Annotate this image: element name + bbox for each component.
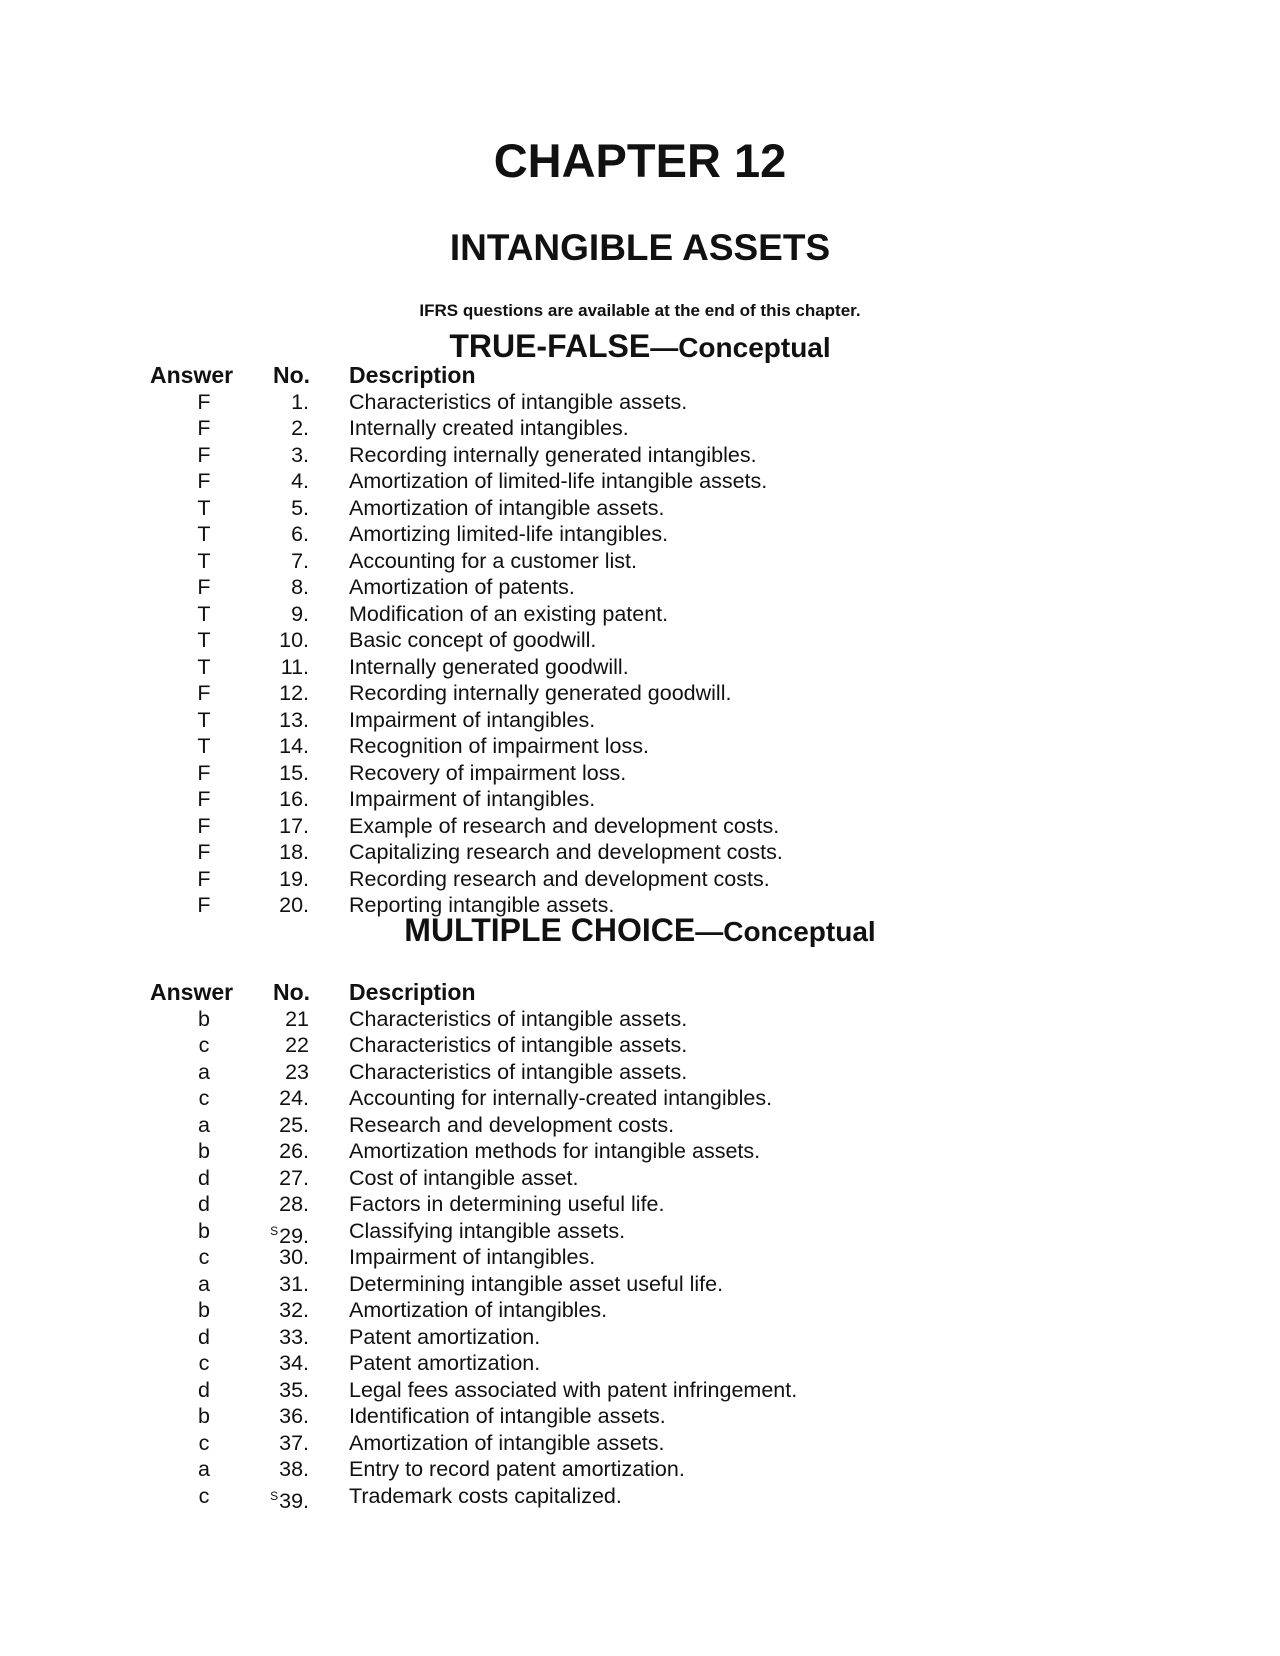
description-cell: Amortization of intangible assets. <box>349 495 665 520</box>
number-text: 13. <box>279 707 309 732</box>
description-cell: Characteristics of intangible assets. <box>349 1059 688 1084</box>
table-row <box>0 707 1280 734</box>
description-cell: Example of research and development costs. <box>349 813 780 838</box>
table-row <box>0 733 1280 760</box>
true-false-title-sub: —Conceptual <box>650 332 831 363</box>
number-text: 1. <box>291 389 309 414</box>
answer-cell: c <box>198 1430 210 1455</box>
answer-cell: F <box>197 813 211 838</box>
table-row <box>0 1191 1280 1218</box>
number-text: 6. <box>291 522 309 546</box>
answer-cell: F <box>197 681 211 705</box>
number-text: 25. <box>279 1112 309 1137</box>
answer-cell: d <box>198 1377 210 1402</box>
description-cell: Recording internally generated intangibles. <box>349 442 757 467</box>
number-text: 33. <box>279 1324 309 1349</box>
description-cell: Research and development costs. <box>349 1112 675 1137</box>
number-text: 7. <box>291 548 309 573</box>
description-cell: Impairment of intangibles. <box>349 707 596 732</box>
table-row <box>0 389 1280 416</box>
description-column-header: Description <box>349 362 476 388</box>
number-cell <box>250 866 309 893</box>
description-cell: Impairment of intangibles. <box>349 787 596 811</box>
number-text: 21 <box>285 1006 309 1031</box>
table-row <box>0 786 1280 813</box>
table-row <box>0 627 1280 654</box>
answer-cell: F <box>197 840 211 864</box>
table-row <box>0 495 1280 522</box>
multiple-choice-title-sub: —Conceptual <box>695 916 876 947</box>
source-mark: S <box>270 1223 279 1238</box>
table-row <box>0 654 1280 681</box>
answer-cell: F <box>197 760 211 785</box>
table-row <box>0 813 1280 840</box>
answer-cell: d <box>198 1324 210 1349</box>
number-text: 24. <box>279 1086 309 1110</box>
number-cell <box>250 1377 309 1404</box>
description-column-header: Description <box>349 979 476 1005</box>
number-cell <box>250 468 309 495</box>
table-row <box>0 1059 1280 1086</box>
table-row <box>0 442 1280 469</box>
description-cell: Cost of intangible asset. <box>349 1165 579 1190</box>
table-row <box>0 574 1280 601</box>
number-cell <box>250 389 309 416</box>
number-cell <box>250 1403 309 1430</box>
answer-cell: a <box>198 1457 210 1481</box>
description-cell: Internally created intangibles. <box>349 416 629 440</box>
answer-cell: T <box>197 548 211 573</box>
description-cell: Amortization of intangible assets. <box>349 1430 665 1455</box>
number-cell <box>250 601 309 628</box>
table-header <box>0 362 1280 389</box>
answer-cell: c <box>198 1351 210 1375</box>
source-mark: S <box>270 1488 279 1503</box>
number-text: 36. <box>279 1404 309 1428</box>
description-cell: Characteristics of intangible assets. <box>349 1006 688 1031</box>
number-cell <box>250 1456 309 1483</box>
number-text: 35. <box>279 1377 309 1402</box>
table-row <box>0 866 1280 893</box>
number-cell <box>250 1112 309 1139</box>
number-text: 34. <box>279 1351 309 1375</box>
description-cell: Determining intangible asset useful life. <box>349 1271 724 1296</box>
description-cell: Amortization methods for intangible assets. <box>349 1139 761 1163</box>
number-cell <box>250 442 309 469</box>
answer-cell: b <box>198 1006 210 1031</box>
table-row <box>0 415 1280 442</box>
answer-cell: T <box>197 522 211 546</box>
number-cell <box>250 1165 309 1192</box>
description-cell: Classifying intangible assets. <box>349 1218 626 1243</box>
number-text: 32. <box>279 1298 309 1322</box>
multiple-choice-section-title <box>0 910 1280 957</box>
answer-cell: F <box>197 575 211 599</box>
description-cell: Identification of intangible assets. <box>349 1404 666 1428</box>
answer-cell: T <box>197 654 211 679</box>
number-text: 14. <box>279 734 309 758</box>
description-cell: Internally generated goodwill. <box>349 654 629 679</box>
description-cell: Accounting for internally-created intangibles. <box>349 1086 773 1110</box>
number-cell <box>250 1059 309 1086</box>
number-cell <box>250 654 309 681</box>
answer-cell: a <box>198 1059 210 1084</box>
number-text: 16. <box>279 787 309 811</box>
number-cell <box>250 1430 309 1457</box>
answer-cell: T <box>197 495 211 520</box>
answer-cell: c <box>198 1033 210 1057</box>
number-cell <box>250 1271 309 1298</box>
ifrs-note: IFRS questions are available at the end of this chapter. <box>419 301 861 320</box>
table-row <box>0 839 1280 866</box>
answer-cell: F <box>197 442 211 467</box>
number-text: 8. <box>291 575 309 599</box>
table-row <box>0 1350 1280 1377</box>
answer-cell: b <box>198 1218 210 1243</box>
number-text: 4. <box>291 469 309 493</box>
table-row <box>0 1032 1280 1059</box>
number-text: 10. <box>279 628 309 652</box>
answer-column-header: Answer <box>150 979 234 1005</box>
number-text: 26. <box>279 1139 309 1163</box>
description-cell: Recording internally generated goodwill. <box>349 681 732 705</box>
table-row <box>0 1085 1280 1112</box>
number-text: 18. <box>279 840 309 864</box>
number-text: 17. <box>279 813 309 838</box>
number-text: 29. <box>279 1223 309 1248</box>
number-cell <box>250 839 309 866</box>
answer-column-header: Answer <box>150 362 234 388</box>
answer-cell: F <box>197 787 211 811</box>
description-cell: Amortization of patents. <box>349 575 575 599</box>
number-text: 12. <box>279 681 309 705</box>
answer-cell: T <box>197 601 211 626</box>
answer-cell: T <box>197 707 211 732</box>
number-cell <box>250 707 309 734</box>
number-text: 5. <box>291 495 309 520</box>
description-cell: Basic concept of goodwill. <box>349 628 597 652</box>
number-text: 31. <box>279 1271 309 1296</box>
description-cell: Recording research and development costs. <box>349 866 770 891</box>
description-cell: Accounting for a customer list. <box>349 548 637 573</box>
number-text: 19. <box>279 866 309 891</box>
table-row <box>0 468 1280 495</box>
number-cell <box>250 1350 309 1377</box>
description-cell: Amortizing limited-life intangibles. <box>349 522 669 546</box>
number-cell <box>250 760 309 787</box>
answer-cell: T <box>197 628 211 652</box>
table-row <box>0 1271 1280 1298</box>
description-cell: Recovery of impairment loss. <box>349 760 627 785</box>
table-row <box>0 1377 1280 1404</box>
answer-cell: d <box>198 1165 210 1190</box>
number-cell <box>250 1032 309 1059</box>
number-text: 37. <box>279 1430 309 1455</box>
description-cell: Recognition of impairment loss. <box>349 734 649 758</box>
number-cell <box>250 813 309 840</box>
number-text: 15. <box>279 760 309 785</box>
description-cell: Factors in determining useful life. <box>349 1192 665 1216</box>
number-text: 9. <box>291 601 309 626</box>
number-column-header: No. <box>273 362 311 388</box>
number-cell <box>250 1006 309 1033</box>
true-false-title-main: TRUE-FALSE <box>449 328 651 364</box>
number-cell <box>250 1324 309 1351</box>
answer-cell: F <box>197 866 211 891</box>
answer-cell: T <box>197 734 211 758</box>
answer-cell: a <box>198 1271 210 1296</box>
number-text: 2. <box>291 416 309 440</box>
answer-cell: b <box>198 1404 210 1428</box>
table-row <box>0 521 1280 548</box>
number-cell <box>250 1297 309 1324</box>
table-row <box>0 1218 1280 1248</box>
answer-cell: b <box>198 1139 210 1163</box>
table-row <box>0 1483 1280 1513</box>
number-cell <box>250 521 309 548</box>
table-row <box>0 1138 1280 1165</box>
table-row <box>0 1456 1280 1483</box>
number-text: 27. <box>279 1165 309 1190</box>
answer-cell: F <box>197 389 211 414</box>
description-cell: Impairment of intangibles. <box>349 1245 596 1269</box>
description-cell: Modification of an existing patent. <box>349 601 669 626</box>
number-cell <box>250 548 309 575</box>
description-cell: Reporting intangible assets. <box>349 893 615 917</box>
number-cell <box>250 680 309 707</box>
table-row <box>0 1006 1280 1033</box>
answer-cell: b <box>198 1298 210 1322</box>
number-text: 3. <box>291 442 309 467</box>
number-cell <box>250 415 309 442</box>
number-text: 23 <box>285 1059 309 1084</box>
description-cell: Patent amortization. <box>349 1351 541 1375</box>
table-row <box>0 1297 1280 1324</box>
answer-cell: d <box>198 1192 210 1216</box>
answer-cell: a <box>198 1112 210 1137</box>
number-cell <box>250 1244 309 1271</box>
description-cell: Characteristics of intangible assets. <box>349 389 688 414</box>
number-text: 11. <box>280 654 309 679</box>
table-row <box>0 601 1280 628</box>
answer-cell: F <box>197 469 211 493</box>
description-cell: Patent amortization. <box>349 1324 541 1349</box>
table-row <box>0 1324 1280 1351</box>
answer-cell: c <box>198 1483 210 1508</box>
number-cell <box>250 786 309 813</box>
number-text: 22 <box>285 1033 309 1057</box>
answer-cell: c <box>198 1086 210 1110</box>
description-cell: Entry to record patent amortization. <box>349 1457 685 1481</box>
number-text: 39. <box>279 1488 309 1513</box>
chapter-title: INTANGIBLE ASSETS <box>449 227 831 268</box>
description-cell: Legal fees associated with patent infringement. <box>349 1377 798 1402</box>
answer-cell: F <box>197 893 211 917</box>
description-cell: Capitalizing research and development costs. <box>349 840 783 864</box>
number-text: 20. <box>279 893 309 917</box>
table-row <box>0 1244 1280 1271</box>
number-cell <box>250 495 309 522</box>
number-cell <box>250 574 309 601</box>
number-text: 28. <box>279 1192 309 1216</box>
table-row <box>0 1403 1280 1430</box>
table-row <box>0 1112 1280 1139</box>
description-cell: Amortization of limited-life intangible assets. <box>349 469 768 493</box>
number-cell <box>250 1085 309 1112</box>
description-cell: Characteristics of intangible assets. <box>349 1033 688 1057</box>
table-row <box>0 1430 1280 1457</box>
chapter-heading: CHAPTER 12 <box>493 134 787 187</box>
table-header <box>0 979 1280 1006</box>
table-row <box>0 680 1280 707</box>
number-cell <box>250 1191 309 1218</box>
answer-cell: F <box>197 416 211 440</box>
description-cell: Amortization of intangibles. <box>349 1298 608 1322</box>
number-cell <box>250 733 309 760</box>
number-cell <box>250 1138 309 1165</box>
description-cell: Trademark costs capitalized. <box>349 1483 622 1508</box>
number-column-header: No. <box>273 979 311 1005</box>
table-row <box>0 760 1280 787</box>
number-cell <box>250 1483 309 1515</box>
number-text: 30. <box>279 1245 309 1269</box>
answer-cell: c <box>198 1245 210 1269</box>
number-cell <box>250 627 309 654</box>
number-text: 38. <box>279 1457 309 1481</box>
table-row <box>0 548 1280 575</box>
multiple-choice-title-main: MULTIPLE CHOICE <box>404 912 696 948</box>
table-row <box>0 1165 1280 1192</box>
